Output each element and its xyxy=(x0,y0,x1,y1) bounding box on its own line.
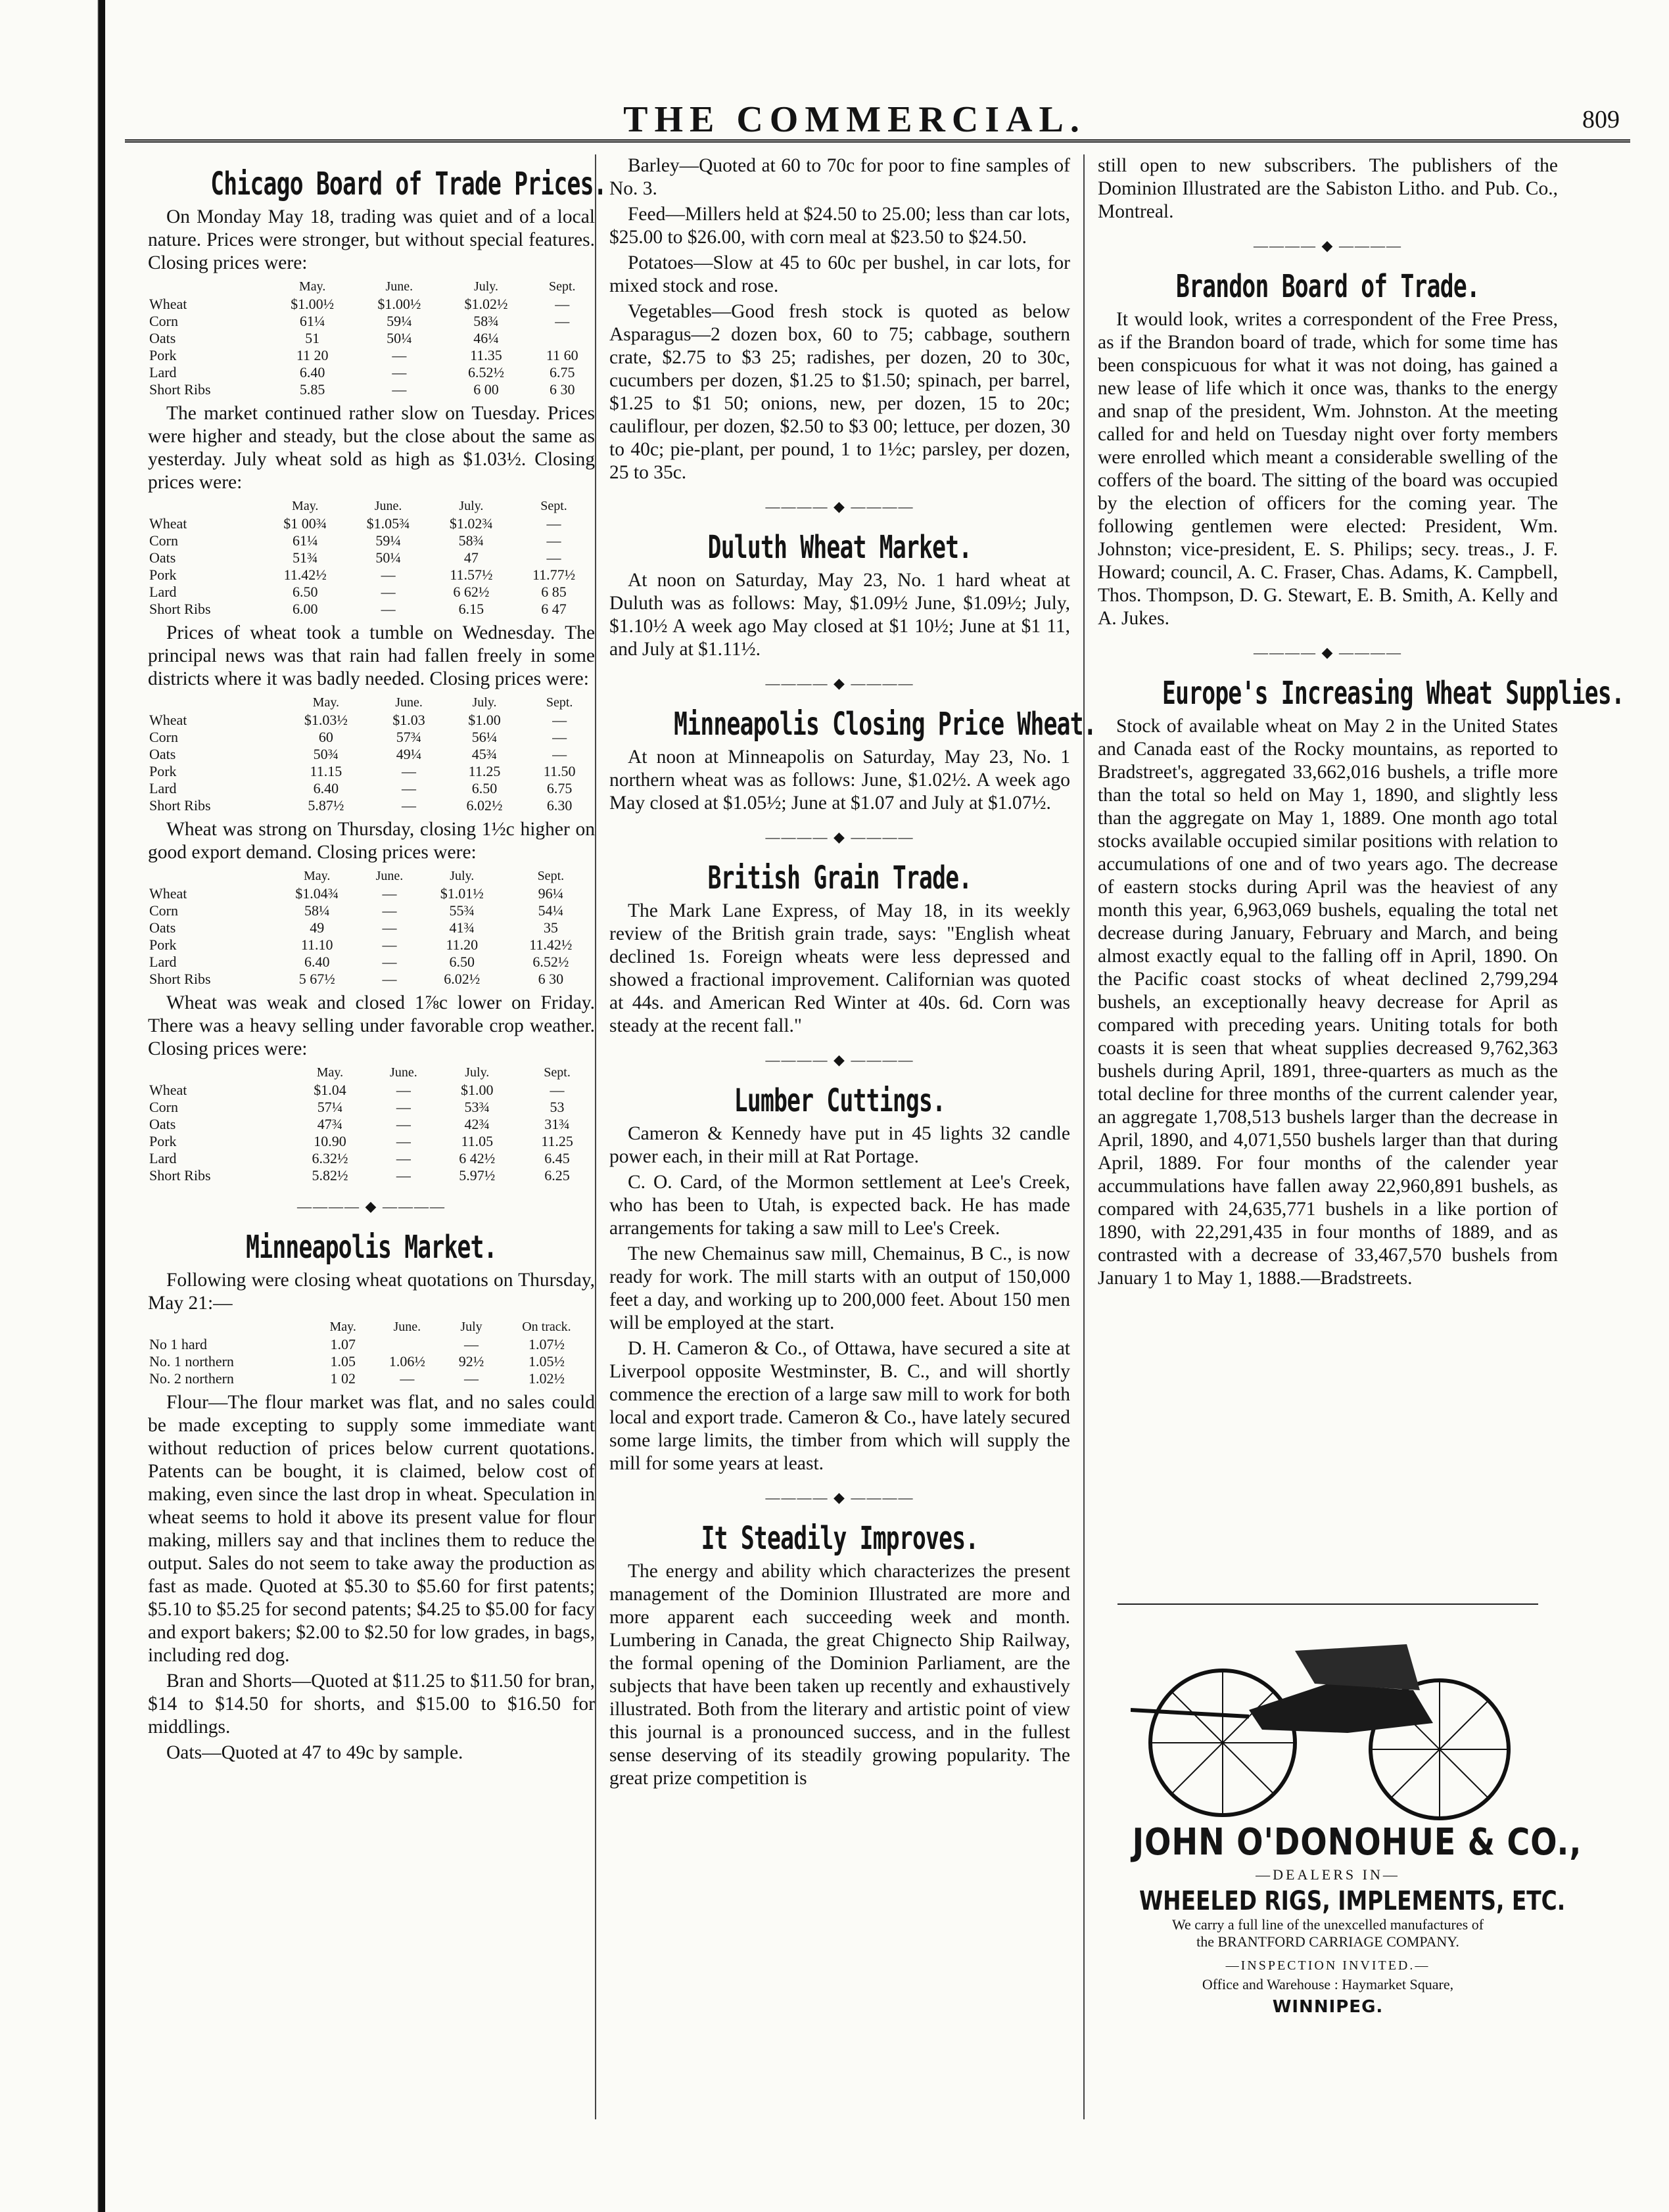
table-cell: 10.90 xyxy=(314,1133,346,1149)
table-cell: 59¼ xyxy=(387,313,412,329)
potatoes-text: Potatoes—Slow at 45 to 60c per bushel, in car lots, for mixed stock and rose. xyxy=(609,252,1070,296)
column-header xyxy=(148,277,269,296)
minneapolis-oats: Oats—Quoted at 47 to 49c by sample. xyxy=(166,1742,463,1763)
section-divider: ———— ◆ ———— xyxy=(297,1198,446,1214)
table-row xyxy=(148,601,595,618)
table-cell: — xyxy=(382,919,397,936)
table-cell: — xyxy=(392,381,407,398)
table-cell: $1.00 xyxy=(468,712,501,728)
table-cell: — xyxy=(392,347,407,363)
table-cell: — xyxy=(552,729,567,745)
chicago-p3: Prices of wheat took a tumble on Wednesday. The principal news was that rain had fallen freely in some districts where it was badly needed. Closing prices were: xyxy=(148,622,595,689)
table-cell: 6.02½ xyxy=(444,971,481,987)
section-divider: ———— ◆ ———— xyxy=(765,675,914,691)
lumber-text-3: The new Chemainus saw mill, Chemainus, B C., is now ready for work. The mill starts with an output of 150,000 feet a day, and working up to 200,000 feet. About 150 men will be employed at the start. xyxy=(609,1243,1070,1333)
section-divider: ———— ◆ ———— xyxy=(765,498,914,515)
table-cell xyxy=(370,1336,445,1353)
column-header: Sept. xyxy=(548,279,576,294)
table-cell: Short Ribs xyxy=(149,971,211,987)
table-cell: 50¼ xyxy=(375,549,401,566)
minneapolis-table xyxy=(148,1318,595,1387)
table-cell: $1.04 xyxy=(314,1082,346,1098)
table-cell: 54¼ xyxy=(538,902,564,919)
table-cell: Short Ribs xyxy=(149,381,211,398)
table-row xyxy=(148,763,595,780)
table-cell: 11.05 xyxy=(461,1133,494,1149)
table-cell: — xyxy=(392,364,407,380)
table-cell: 53 xyxy=(550,1099,565,1115)
table-row xyxy=(148,1353,595,1370)
table-row xyxy=(148,902,595,919)
table-row xyxy=(148,729,595,746)
chicago-table-3 xyxy=(148,693,595,814)
table-cell: Corn xyxy=(149,1099,178,1115)
table-cell: 11.77½ xyxy=(532,566,576,583)
chicago-p4: Wheat was strong on Thursday, closing 1½c higher on good export demand. Closing prices were: xyxy=(148,819,595,863)
table-cell: — xyxy=(381,584,396,600)
chicago-table-2 xyxy=(148,497,595,618)
table-cell: 50¾ xyxy=(313,746,339,762)
table-cell: 57¼ xyxy=(317,1099,343,1115)
table-cell: 31¾ xyxy=(544,1116,570,1132)
minneapolis-bran: Bran and Shorts—Quoted at $11.25 to $11.50 for bran, $14 to $14.50 for shorts, and $15.00 to $16.50 for middlings. xyxy=(148,1671,595,1738)
table-cell: — xyxy=(546,532,561,549)
continuation-text: still open to new subscribers. The publishers of the Dominion Illustrated are the Sabiston Litho. and Pub. Co., Montreal. xyxy=(1098,155,1558,222)
odonohue-advertisement xyxy=(1098,1603,1582,2017)
table-cell: 6.00 xyxy=(292,601,318,617)
table-cell: — xyxy=(546,549,561,566)
improves-heading: It Steadily Improves. xyxy=(701,1520,979,1557)
table-cell: — xyxy=(396,1116,411,1132)
lumber-heading: Lumber Cuttings. xyxy=(734,1082,946,1119)
table-cell: 1.07 xyxy=(330,1336,356,1352)
table-cell: 11.15 xyxy=(310,763,342,779)
table-cell: 6 30 xyxy=(538,971,564,987)
column-header xyxy=(148,867,272,885)
table-cell: Lard xyxy=(149,954,177,970)
table-cell: — xyxy=(402,797,417,814)
table-cell: Lard xyxy=(149,584,177,600)
table-cell: 49¼ xyxy=(396,746,422,762)
ad-address: Office and Warehouse : Haymarket Square, xyxy=(1202,1976,1454,1993)
section-divider: ———— ◆ ———— xyxy=(765,1489,914,1506)
europe-text: Stock of available wheat on May 2 in the United States and Canada east of the Rocky mountains, as reported to Bradstreet's, aggregated 33,662,016 bushels, a trifle more than the total so held on May 1, 1890, and slightly less than the aggregate on May 1, 1889. One month ago total stocks available occupied similar positions with relation to accumulations of one and of two years ago. The decrease of eastern stocks during April was the heaviest of any month this year, 6,963,069 bushels, equaling the total net decrease during January, February and March, and being almost exactly equal to the falling off in April, 1890. On the Pacific coast stocks of wheat declined 2,799,294 bushels, an exceptionally heavy decrease for April as compared with preceding years. Uniting totals for both coasts it is seen that wheat supplies decreased 9,762,363 bushels during April, 1891, three-quarters as much as the total decline for three months of the current calender year, an aggregate 1,708,513 bushels larger than the decrease in April, 1890, and 4,071,550 bushels larger than that during April, 1889. For four months of the calender year accummulations have fallen away 22,960,891 bushels, as compared with 24,635,771 bushels in a like portion of 1890, with 22,291,435 in four months of 1889, and as contrasted with a decrease of 33,467,570 bushels from January 1 to May 1, 1888.—Bradstreets. xyxy=(1098,716,1558,1289)
column-header: July. xyxy=(450,869,475,883)
column-1 xyxy=(148,154,607,1767)
table-row xyxy=(148,1116,595,1133)
table-cell: No. 1 northern xyxy=(149,1353,234,1370)
table-row xyxy=(148,532,595,549)
table-cell: — xyxy=(396,1099,411,1115)
table-row xyxy=(148,1133,595,1150)
table-cell: $1.00½ xyxy=(377,296,421,312)
table-row xyxy=(148,936,595,954)
chicago-table-1 xyxy=(148,277,595,398)
table-cell: — xyxy=(382,936,397,953)
table-cell: — xyxy=(381,601,396,617)
table-cell: — xyxy=(382,902,397,919)
table-row xyxy=(148,1150,595,1167)
column-header: May. xyxy=(292,499,319,513)
table-cell: $1.05¾ xyxy=(366,515,410,532)
ad-city: WINNIPEG. xyxy=(1272,1997,1384,2017)
table-cell: — xyxy=(396,1082,411,1098)
table-row xyxy=(148,1099,595,1116)
table-cell: Wheat xyxy=(149,712,187,728)
table-row xyxy=(148,971,595,988)
table-cell: 6.02½ xyxy=(466,797,503,814)
table-cell: — xyxy=(555,313,570,329)
masthead: THE COMMERCIAL. xyxy=(623,99,1086,140)
table-cell: $1.00½ xyxy=(291,296,335,312)
table-cell: Wheat xyxy=(149,1082,187,1098)
table-cell: 6 47 xyxy=(541,601,567,617)
column-header: July. xyxy=(472,695,497,710)
chicago-heading: Chicago Board of Trade Prices. xyxy=(210,166,607,202)
table-row xyxy=(148,1370,595,1387)
table-cell: 1 02 xyxy=(330,1370,356,1387)
column-header: May. xyxy=(312,695,340,710)
ad-goods: WHEELED RIGS, IMPLEMENTS, ETC. xyxy=(1139,1886,1566,1916)
table-row xyxy=(148,746,595,763)
table-cell: 11 60 xyxy=(546,347,578,363)
table-cell: 56¼ xyxy=(471,729,498,745)
table-cell: — xyxy=(402,763,417,779)
table-cell: Corn xyxy=(149,532,178,549)
feed-text: Feed—Millers held at $24.50 to 25.00; less than car lots, $25.00 to $26.00, with corn meal at $23.50 to $24.50. xyxy=(609,204,1070,248)
table-cell: 11 20 xyxy=(296,347,329,363)
table-cell: — xyxy=(400,1370,415,1387)
table-cell: 11.57½ xyxy=(450,566,493,583)
table-cell: 5.97½ xyxy=(459,1167,496,1184)
table-cell: Corn xyxy=(149,313,178,329)
column-2 xyxy=(595,154,1096,2119)
table-cell: Oats xyxy=(149,330,176,346)
table-cell: Corn xyxy=(149,729,178,745)
table-cell: 96¼ xyxy=(538,885,564,902)
column-header: June. xyxy=(390,1065,417,1080)
table-cell: 46¼ xyxy=(473,330,499,346)
table-cell: 49 xyxy=(310,919,325,936)
table-cell: 11.35 xyxy=(470,347,502,363)
page-number: 809 xyxy=(1582,106,1620,133)
table-cell: 11.50 xyxy=(543,763,576,779)
table-header-row xyxy=(148,693,595,712)
column-header: Sept. xyxy=(537,869,565,883)
table-cell: Short Ribs xyxy=(149,601,211,617)
table-cell: 60 xyxy=(318,729,333,745)
column-header: June. xyxy=(374,499,402,513)
table-cell: Oats xyxy=(149,919,176,936)
table-cell: — xyxy=(382,971,397,987)
table-row xyxy=(148,780,595,797)
section-divider: ———— ◆ ———— xyxy=(765,1051,914,1068)
table-cell: Pork xyxy=(149,1133,177,1149)
ad-inspection: —INSPECTION INVITED.— xyxy=(1225,1958,1430,1973)
table-cell: 11.25 xyxy=(468,763,501,779)
column-header xyxy=(148,693,279,712)
table-cell: 6.50 xyxy=(449,954,475,970)
table-cell: 6.40 xyxy=(304,954,330,970)
table-cell: 6.40 xyxy=(299,364,325,380)
table-cell: 1.05½ xyxy=(528,1353,565,1370)
table-cell: 5.87½ xyxy=(308,797,344,814)
improves-text: The energy and ability which characterizes the present management of the Dominion Illustrated are more and more apparent each succeeding week and month. Lumbering in Canada, the great Chignecto Ship Railway, the formal opening of the Dominion Parliament, are the subjects that have been taken up recently and exhaustively illustrated. Both from the literary and artistic point of view this journal is a pronounced success, and in the fullest sense deserving of its steadily growing popularity. The great prize competition is xyxy=(609,1561,1070,1789)
table-cell: — xyxy=(555,296,570,312)
ad-rule xyxy=(1117,1603,1538,1605)
column-header: June. xyxy=(395,695,423,710)
column-header: Sept. xyxy=(544,1065,571,1080)
table-cell: — xyxy=(381,566,396,583)
table-cell: 92½ xyxy=(458,1353,484,1370)
table-header-row xyxy=(148,867,595,885)
table-cell: 1.07½ xyxy=(528,1336,565,1352)
column-header: May. xyxy=(304,869,331,883)
column-header: June. xyxy=(393,1320,421,1334)
table-cell: 11.25 xyxy=(541,1133,573,1149)
table-cell: Oats xyxy=(149,1116,176,1132)
table-cell: 58¼ xyxy=(304,902,330,919)
buggy-illustration xyxy=(1131,1611,1525,1822)
table-cell: $1.04¾ xyxy=(295,885,339,902)
column-3 xyxy=(1085,154,1625,1293)
table-row xyxy=(148,584,595,601)
table-cell: 61¼ xyxy=(292,532,318,549)
brandon-heading: Brandon Board of Trade. xyxy=(1175,268,1480,305)
column-header: May. xyxy=(298,279,326,294)
table-cell: 1.06½ xyxy=(388,1353,425,1370)
table-row xyxy=(148,1082,595,1099)
table-row xyxy=(148,919,595,936)
table-cell: $1.00 xyxy=(461,1082,494,1098)
table-cell: — xyxy=(402,780,417,796)
column-header xyxy=(148,1318,316,1336)
table-cell: — xyxy=(382,885,397,902)
section-divider: ———— ◆ ———— xyxy=(1254,644,1402,660)
ad-line-2: the BRANTFORD CARRIAGE COMPANY. xyxy=(1196,1933,1459,1950)
table-cell: 50¼ xyxy=(387,330,412,346)
table-cell: — xyxy=(396,1167,411,1184)
header-rule xyxy=(125,139,1630,143)
table-cell: Oats xyxy=(149,746,176,762)
table-row xyxy=(148,1336,595,1353)
table-cell: $1 00¾ xyxy=(283,515,327,532)
table-cell: Short Ribs xyxy=(149,797,211,814)
table-cell: 6 42½ xyxy=(459,1150,496,1166)
europe-heading: Europe's Increasing Wheat Supplies. xyxy=(1162,675,1625,712)
table-cell: 41¾ xyxy=(449,919,475,936)
table-cell: $1.03½ xyxy=(304,712,348,728)
table-row xyxy=(148,712,595,729)
table-cell: 47¾ xyxy=(317,1116,343,1132)
table-cell: — xyxy=(396,1150,411,1166)
lumber-text-2: C. O. Card, of the Mormon settlement at Lee's Creek, who has been to Utah, is expected back. He has made arrangements for taking a saw mill to Lee's Creek. xyxy=(609,1172,1070,1239)
duluth-text: At noon on Saturday, May 23, No. 1 hard wheat at Duluth was as follows: May, $1.09½ June, $1.09½; July, $1.10½ A week ago May closed at $1 10½; June at $1 11, and July at $1.11½. xyxy=(609,570,1070,660)
table-row xyxy=(148,330,595,347)
table-cell: Pork xyxy=(149,936,177,953)
table-cell: Lard xyxy=(149,364,177,380)
table-cell: $1.01½ xyxy=(440,885,484,902)
table-cell: No. 2 northern xyxy=(149,1370,234,1387)
table-cell: 47 xyxy=(463,549,479,566)
table-row xyxy=(148,381,595,398)
brandon-text: It would look, writes a correspondent of the Free Press, as if the Brandon board of trade, which for some time has been conspicuous for what it was not doing, has gained a new lease of life which it once was, thanks to the energy and snap of the president, Wm. Johnston. At the meeting called for and held on Tuesday night over forty members were enrolled which meant a considerable swelling of the coffers of the board. The sitting of the board was occupied by the election of officers for the coming year. The following gentlemen were elected: President, Wm. Johnston; vice-president, E. S. Philips; secy. treas., J. F. Howard; council, A. C. Fraser, Chas. Adams, K. Campbell, Thos. Thompson, D. G. Stewart, E. B. Smith, A. Kelly and A. Jukes. xyxy=(1098,309,1558,629)
table-cell: 1.05 xyxy=(330,1353,356,1370)
table-cell: Pork xyxy=(149,347,177,363)
table-cell: 61¼ xyxy=(299,313,325,329)
table-row xyxy=(148,1167,595,1184)
table-cell: Lard xyxy=(149,780,177,796)
table-cell: — xyxy=(552,746,567,762)
duluth-heading: Duluth Wheat Market. xyxy=(707,529,972,566)
table-header-row xyxy=(148,1318,595,1336)
table-row xyxy=(148,364,595,381)
table-cell: 51¾ xyxy=(292,549,318,566)
table-row xyxy=(148,313,595,330)
table-row xyxy=(148,566,595,584)
table-cell: 1.02½ xyxy=(528,1370,565,1387)
table-cell: 6.32½ xyxy=(312,1150,348,1166)
table-row xyxy=(148,797,595,814)
chicago-p1: On Monday May 18, trading was quiet and of a local nature. Prices were stronger, but without special features. Closing prices were: xyxy=(148,206,595,273)
table-cell: 58¾ xyxy=(473,313,499,329)
table-cell: 6.75 xyxy=(550,364,575,380)
section-divider: ———— ◆ ———— xyxy=(1254,237,1402,254)
minneapolis-flour: Flour—The flour market was flat, and no sales could be made excepting to supply some immediate want without reduction of prices below current quotations. Patents can be bought, it is claimed, below cost of making, even since the last drop in wheat. Speculation in wheat seems to hold it above its present value for flour making, millers say and that inclines them to reduce the output. Sales do not seem to take away the production as fast as made. Quoted at $5.30 to $5.60 for first patents; $5.10 to $5.25 for second patents; $4.25 to $5.00 for facy and export bakers; $2.00 to $2.50 for low grades, in bags, including red dog. xyxy=(148,1392,595,1666)
table-header-row xyxy=(148,1063,595,1082)
table-row xyxy=(148,549,595,566)
table-cell: 6.15 xyxy=(458,601,484,617)
column-header: July. xyxy=(459,499,484,513)
ad-line-1: We carry a full line of the unexcelled manufactures of xyxy=(1171,1916,1484,1933)
section-divider: ———— ◆ ———— xyxy=(765,829,914,845)
column-header: July. xyxy=(473,279,498,294)
table-row xyxy=(148,347,595,364)
table-cell: 6 62½ xyxy=(453,584,490,600)
table-cell: No 1 hard xyxy=(149,1336,207,1352)
table-cell: — xyxy=(552,712,567,728)
chicago-p5: Wheat was weak and closed 1⅞c lower on Friday. There was a heavy selling under favorable crop weather. Closing prices were: xyxy=(148,992,595,1059)
table-cell: $1.02¾ xyxy=(449,515,493,532)
binding-edge xyxy=(0,0,105,2212)
british-text: The Mark Lane Express, of May 18, in its weekly review of the British grain trade, says: "English wheat declined 1s. Foreign wheats were less depressed and showed a fractional improvement. Californian was quoted at 44s. and American Red Winter at 40s. 6d. Corn was steady at the recent fall." xyxy=(609,900,1070,1036)
lumber-text-4: D. H. Cameron & Co., of Ottawa, have secured a site at Liverpool opposite Westminster, B. C., and will shortly commence the erection of a large saw mill to work for both local and export trade. Cameron & Co., have lately secured some large limits, the timber from which will supply the mill for some years at least. xyxy=(609,1338,1070,1474)
column-header xyxy=(148,1063,288,1082)
table-cell: Wheat xyxy=(149,296,187,312)
table-cell: 5.82½ xyxy=(312,1167,348,1184)
column-header: Sept. xyxy=(546,695,573,710)
table-cell: Wheat xyxy=(149,885,187,902)
table-cell: Pork xyxy=(149,566,177,583)
column-header: May. xyxy=(329,1320,356,1334)
table-cell: 6.50 xyxy=(292,584,318,600)
chicago-table-5 xyxy=(148,1063,595,1184)
british-heading: British Grain Trade. xyxy=(707,860,972,896)
table-cell: 6 30 xyxy=(550,381,575,398)
column-header: July. xyxy=(465,1065,490,1080)
table-cell: Oats xyxy=(149,549,176,566)
table-cell: 45¾ xyxy=(471,746,498,762)
table-cell: Pork xyxy=(149,763,177,779)
table-header-row xyxy=(148,497,595,515)
column-header: July xyxy=(460,1320,482,1334)
table-cell: $1.02½ xyxy=(464,296,508,312)
table-cell: 6.75 xyxy=(546,780,573,796)
table-cell: 58¾ xyxy=(458,532,484,549)
table-cell: $1.03 xyxy=(392,712,425,728)
table-cell: 11.42½ xyxy=(283,566,327,583)
table-cell: Short Ribs xyxy=(149,1167,211,1184)
table-row xyxy=(148,515,595,532)
column-header: June. xyxy=(385,279,413,294)
table-cell: 5.85 xyxy=(299,381,325,398)
column-header: May. xyxy=(316,1065,344,1080)
table-cell: 35 xyxy=(543,919,558,936)
minneapolis-closing-text: At noon at Minneapolis on Saturday, May 23, No. 1 northern wheat was as follows: June, $1.02½. A week ago May closed at $1.05½; June at $1.07 and July at $1.07½. xyxy=(609,747,1070,814)
table-cell: 57¾ xyxy=(396,729,422,745)
ad-dealers-in: —DEALERS IN— xyxy=(1256,1866,1400,1883)
table-cell: 11.10 xyxy=(300,936,333,953)
table-cell: — xyxy=(546,515,561,532)
table-header-row xyxy=(148,277,595,296)
table-cell: 6.52½ xyxy=(467,364,504,380)
barley-text: Barley—Quoted at 60 to 70c for poor to fine samples of No. 3. xyxy=(609,155,1070,199)
table-cell: 59¼ xyxy=(375,532,401,549)
table-cell: 6.40 xyxy=(313,780,339,796)
table-cell: 5 67½ xyxy=(298,971,335,987)
table-cell: — xyxy=(396,1133,411,1149)
table-cell: 51 xyxy=(305,330,320,346)
column-header xyxy=(148,497,264,515)
table-cell: Wheat xyxy=(149,515,187,532)
table-cell: 42¾ xyxy=(464,1116,490,1132)
table-cell: 55¾ xyxy=(449,902,475,919)
table-cell: 11.20 xyxy=(446,936,479,953)
table-cell: 6 85 xyxy=(541,584,567,600)
table-cell: 53¾ xyxy=(464,1099,490,1115)
table-row xyxy=(148,296,595,313)
table-cell: Lard xyxy=(149,1150,177,1166)
lumber-text-1: Cameron & Kennedy have put in 45 lights 32 candle power each, in their mill at Rat Portage. xyxy=(609,1123,1070,1167)
table-row xyxy=(148,954,595,971)
column-header: June. xyxy=(375,869,404,883)
table-cell: 6.50 xyxy=(471,780,498,796)
table-cell: 11.42½ xyxy=(529,936,573,953)
ad-firm-name: JOHN O'DONOHUE & CO., xyxy=(1132,1821,1582,1864)
table-cell: Corn xyxy=(149,902,178,919)
column-header: Sept. xyxy=(540,499,567,513)
table-cell: 6.52½ xyxy=(532,954,569,970)
table-cell: — xyxy=(464,1336,479,1352)
vegetables-text: Vegetables—Good fresh stock is quoted as below Asparagus—2 dozen box, 60 to 75; cabbage, southern crate, $2.75 to $3 25; radishes, per dozen, 20 to 30c, cucumbers per dozen, $1.25 to $1.50; spinach, per barrel, $1.25 to $1 50; onions, new, per dozen, 15 to 20c; cauliflour, per dozen, $2.50 to $3 00; lettuce, per dozen, 30 to 40c; pie-plant, per pound, 1 to 1½c; parsley, per dozen, 25 to 35c. xyxy=(609,301,1070,483)
table-row xyxy=(148,885,595,902)
column-header: On track. xyxy=(522,1320,571,1334)
chicago-p2: The market continued rather slow on Tuesday. Prices were higher and steady, but the close about the same as yesterday. July wheat sold as high as $1.03½. Closing prices were: xyxy=(148,403,595,493)
table-cell: 6.30 xyxy=(546,797,573,814)
minneapolis-closing-heading: Minneapolis Closing Price Wheat. xyxy=(674,706,1096,743)
table-cell xyxy=(530,330,595,347)
minneapolis-p1: Following were closing wheat quotations on Thursday, May 21:— xyxy=(148,1270,595,1314)
table-cell: — xyxy=(550,1082,565,1098)
chicago-table-4 xyxy=(148,867,595,988)
table-cell: 6 00 xyxy=(473,381,499,398)
table-cell: 6.45 xyxy=(544,1150,570,1166)
minneapolis-market-heading: Minneapolis Market. xyxy=(246,1229,497,1266)
table-cell: — xyxy=(382,954,397,970)
table-cell: — xyxy=(464,1370,479,1387)
table-cell: 6.25 xyxy=(544,1167,570,1184)
